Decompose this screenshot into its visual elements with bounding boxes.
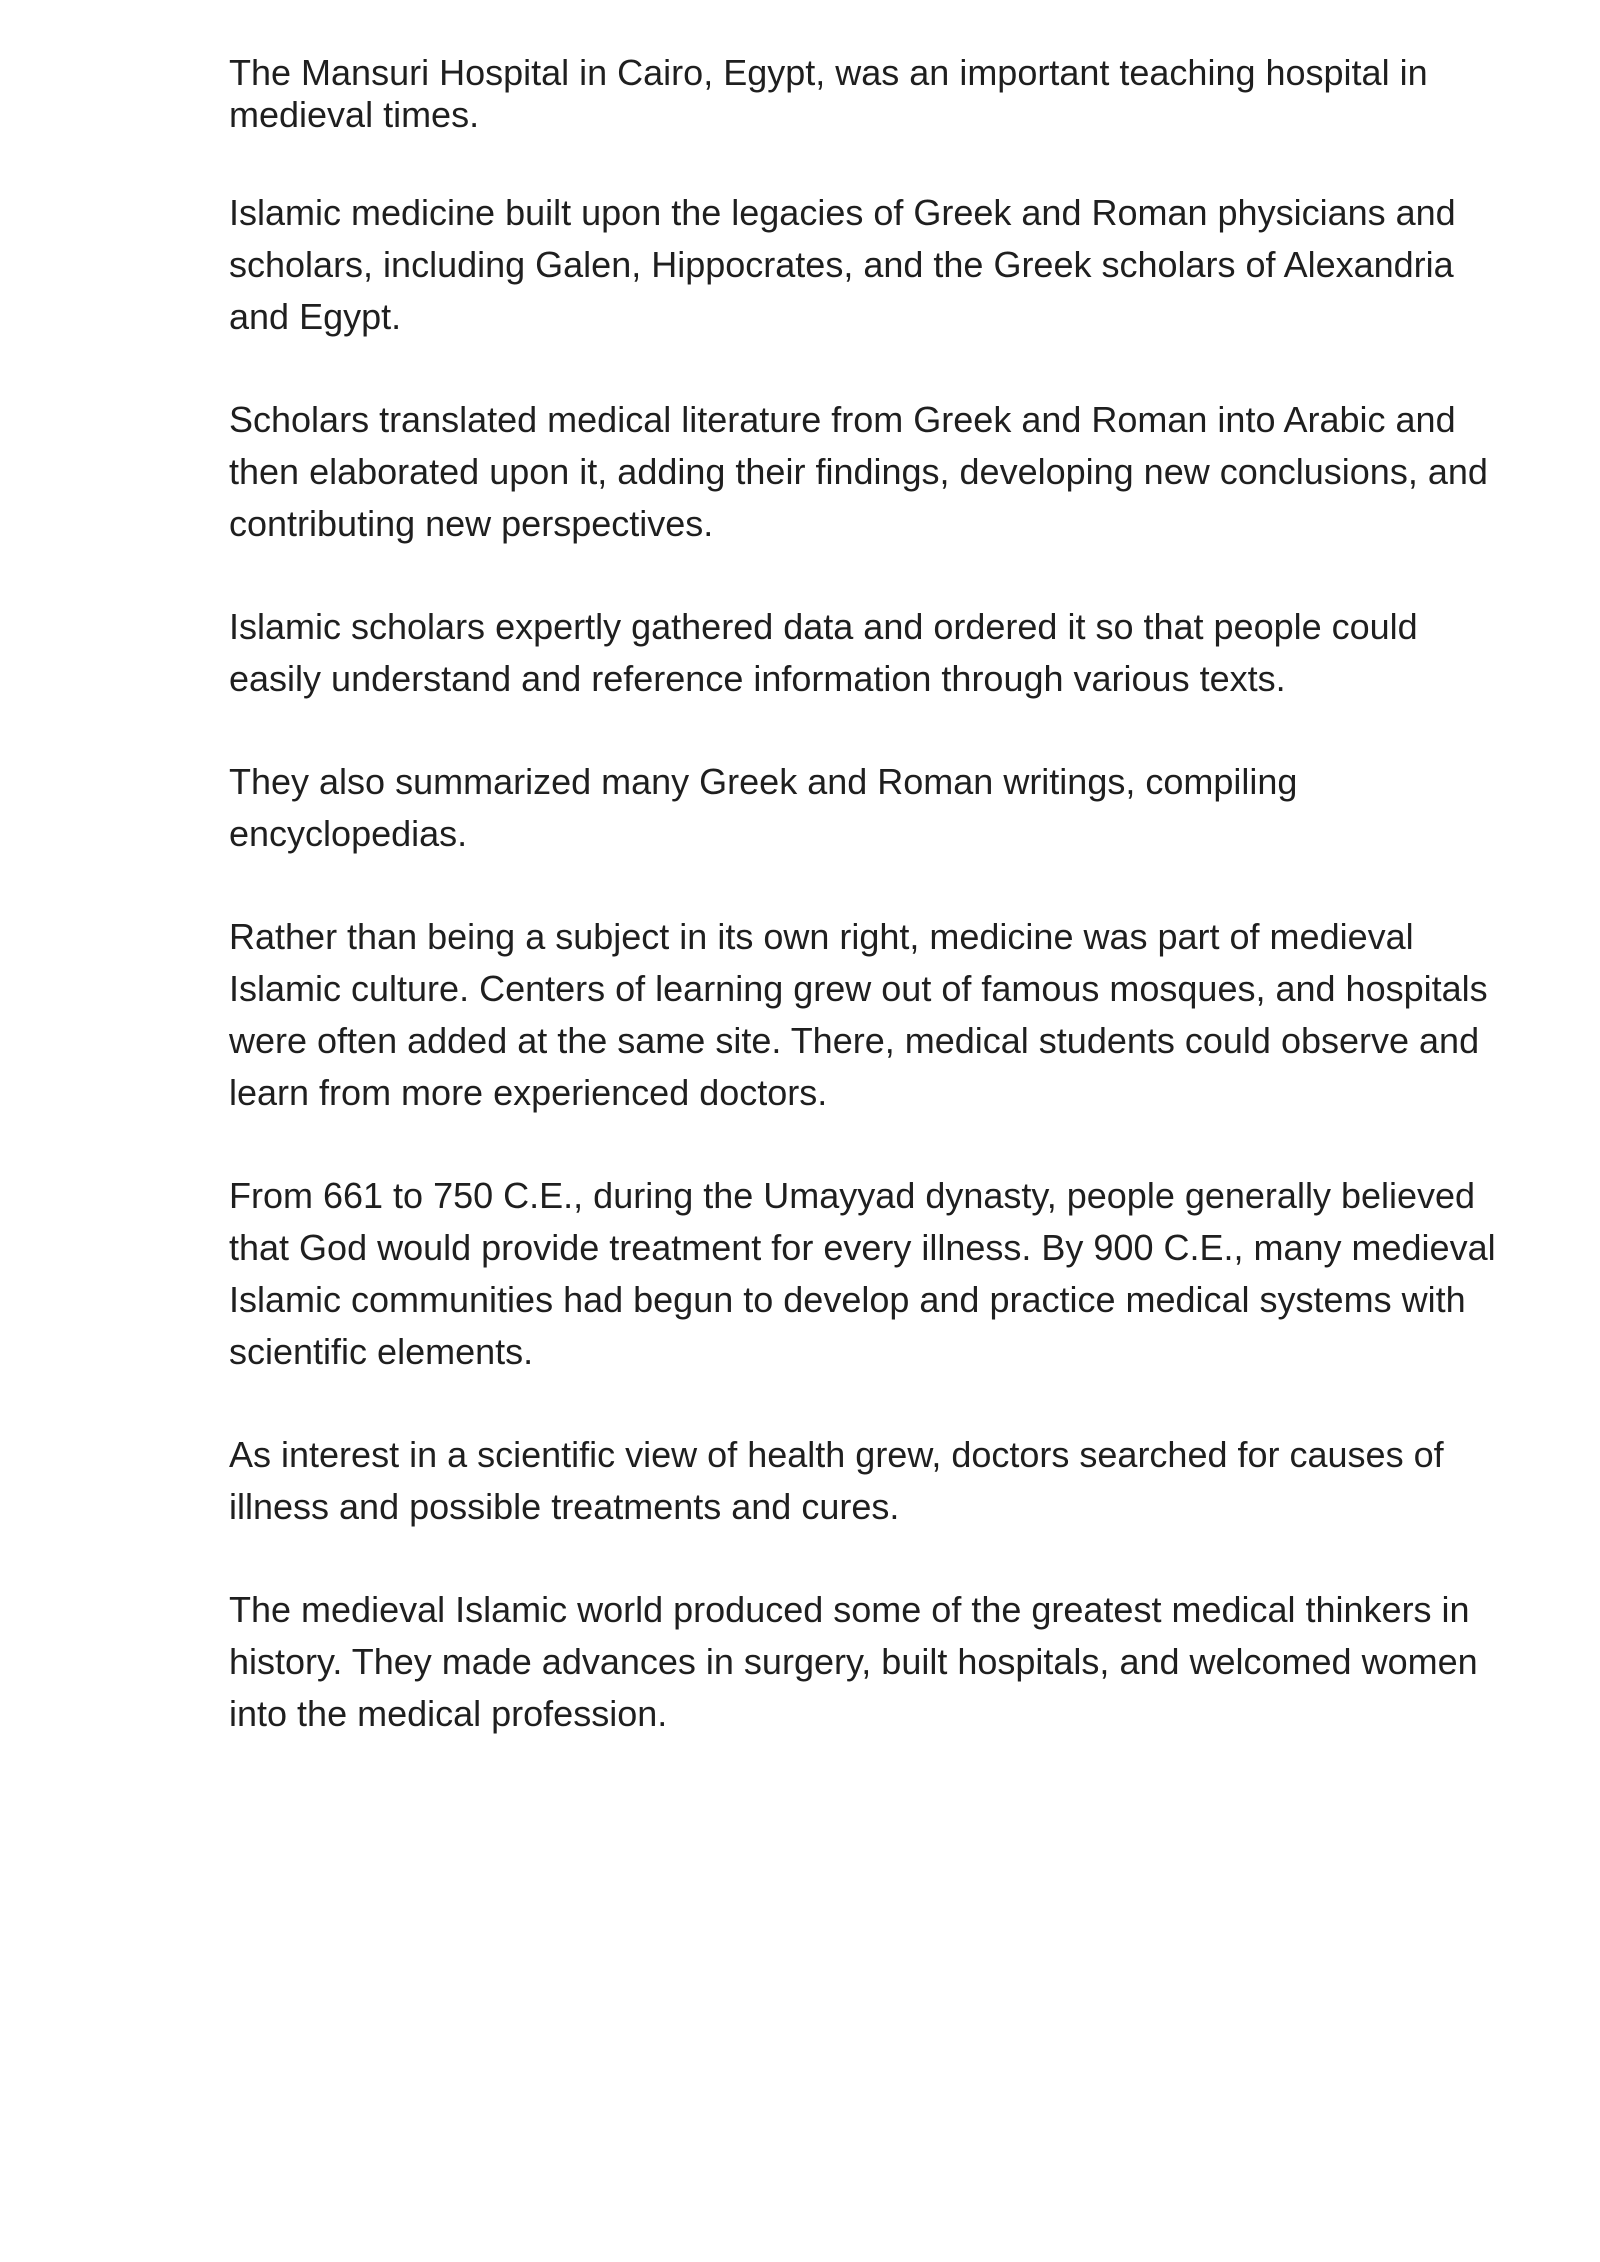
paragraph-encyclopedias: They also summarized many Greek and Roman writings, compiling encyclopedias.	[229, 761, 1298, 854]
paragraph-centers-of-learning: Rather than being a subject in its own right, medicine was part of medieval Islamic culture. Centers of learning grew out of famous mosques, and hospitals were often added at the same site. There, medical students could observe and learn from more experienced doctors.	[229, 916, 1488, 1113]
paragraph-greek-roman-legacy: Islamic medicine built upon the legacies of Greek and Roman physicians and scholars, including Galen, Hippocrates, and the Greek scholars of Alexandria and Egypt.	[229, 192, 1456, 337]
paragraph-scientific-view: As interest in a scientific view of health grew, doctors searched for causes of illness and possible treatments and cures.	[229, 1434, 1444, 1527]
paragraph-mansuri-hospital: The Mansuri Hospital in Cairo, Egypt, was an important teaching hospital in medieval times.	[229, 52, 1428, 135]
document-body	[229, 52, 1499, 1791]
paragraph-umayyad-dynasty: From 661 to 750 C.E., during the Umayyad dynasty, people generally believed that God would provide treatment for every illness. By 900 C.E., many medieval Islamic communities had begun to develop and practice medical systems with scientific elements.	[229, 1175, 1496, 1372]
paragraph-medical-thinkers: The medieval Islamic world produced some of the greatest medical thinkers in history. They made advances in surgery, built hospitals, and welcomed women into the medical profession.	[229, 1589, 1478, 1734]
paragraph-data-ordering: Islamic scholars expertly gathered data and ordered it so that people could easily understand and reference information through various texts.	[229, 606, 1418, 699]
paragraph-translation: Scholars translated medical literature from Greek and Roman into Arabic and then elaborated upon it, adding their findings, developing new conclusions, and contributing new perspectives.	[229, 399, 1488, 544]
